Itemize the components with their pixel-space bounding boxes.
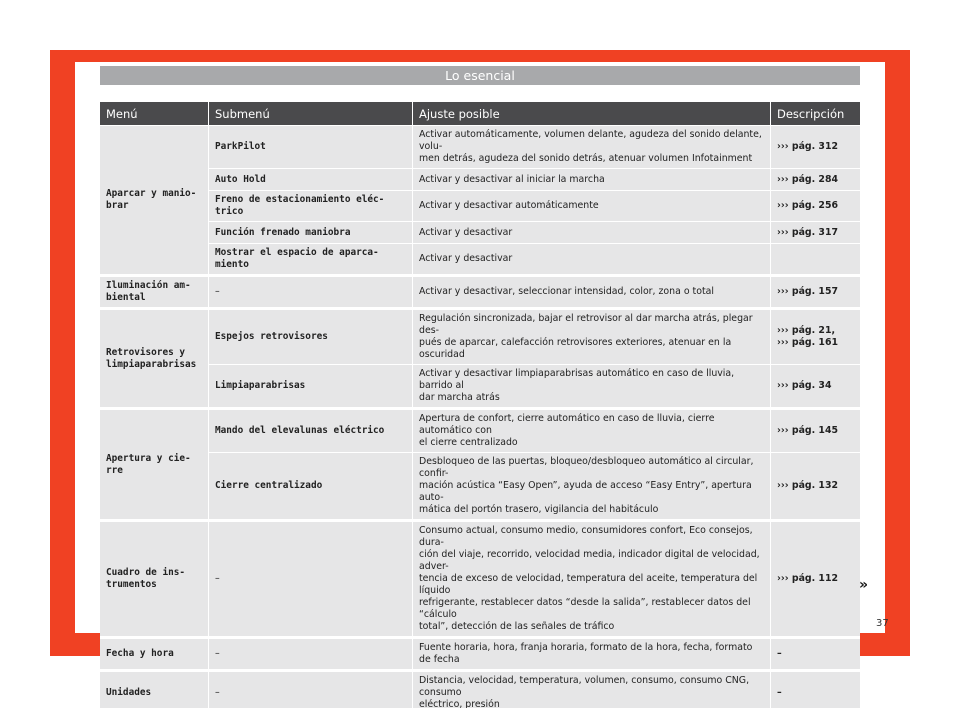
submenu-cell: Limpiaparabrisas xyxy=(209,364,413,407)
ajuste-cell: Regulación sincronizada, bajar el retrovisor al dar marcha atrás, plegar des- pués de aparcar, calefacción retrovisores exteriores, atenuar en la oscuridad xyxy=(413,307,771,364)
table-row xyxy=(100,519,860,636)
table-body xyxy=(100,125,860,708)
page-reference[interactable] xyxy=(771,243,860,274)
submenu-cell: Freno de estacionamiento eléc- trico xyxy=(209,190,413,221)
section-title: Lo esencial xyxy=(100,66,860,85)
table-row xyxy=(100,125,860,168)
submenu-cell: – xyxy=(209,636,413,669)
table-row xyxy=(100,636,860,669)
column-header-menu: Menú xyxy=(100,102,209,125)
ajuste-cell: Consumo actual, consumo medio, consumidores confort, Eco consejos, dura- ción del viaje, recorrido, velocidad media, indicador digital de velocidad, adver- tencia de exceso de velocidad, temperatura del aceite, temperatura del líquido refrigerante, restablecer datos “desde la salida”, restablecer datos del “cálculo total”, detección de las señales de tráfico xyxy=(413,519,771,636)
table-header-row xyxy=(100,102,860,125)
table-row xyxy=(100,274,860,307)
menu-cell: Apertura y cie- rre xyxy=(100,407,209,519)
submenu-cell: ParkPilot xyxy=(209,125,413,168)
menu-cell: Fecha y hora xyxy=(100,636,209,669)
page-reference[interactable]: ››› pág. 145 xyxy=(771,407,860,452)
submenu-cell: Mostrar el espacio de aparca- miento xyxy=(209,243,413,274)
submenu-cell: – xyxy=(209,519,413,636)
menu-cell: Aparcar y manio- brar xyxy=(100,125,209,274)
page-reference[interactable]: ››› pág. 34 xyxy=(771,364,860,407)
table-row xyxy=(100,243,860,274)
ajuste-cell: Fuente horaria, hora, franja horaria, formato de la hora, fecha, formato de fecha xyxy=(413,636,771,669)
menu-table xyxy=(100,102,860,708)
column-header-descripcion: Descripción xyxy=(771,102,860,125)
page-reference[interactable]: – xyxy=(771,669,860,708)
table-row xyxy=(100,669,860,708)
ajuste-cell: Activar y desactivar xyxy=(413,221,771,243)
menu-cell: Retrovisores y limpiaparabrisas xyxy=(100,307,209,407)
menu-cell: Cuadro de ins- trumentos xyxy=(100,519,209,636)
page-reference[interactable]: – xyxy=(771,636,860,669)
ajuste-cell: Distancia, velocidad, temperatura, volumen, consumo, consumo CNG, consumo eléctrico, presión xyxy=(413,669,771,708)
page-reference[interactable]: ››› pág. 132 xyxy=(771,452,860,519)
table-row xyxy=(100,307,860,364)
table-row xyxy=(100,452,860,519)
ajuste-cell: Activar y desactivar, seleccionar intensidad, color, zona o total xyxy=(413,274,771,307)
ajuste-cell: Activar y desactivar automáticamente xyxy=(413,190,771,221)
submenu-cell: Función frenado maniobra xyxy=(209,221,413,243)
menu-cell: Iluminación am- biental xyxy=(100,274,209,307)
page-reference[interactable]: ››› pág. 256 xyxy=(771,190,860,221)
column-header-ajuste: Ajuste posible xyxy=(413,102,771,125)
ajuste-cell: Activar y desactivar limpiaparabrisas automático en caso de lluvia, barrido al dar marcha atrás xyxy=(413,364,771,407)
ajuste-cell: Desbloqueo de las puertas, bloqueo/desbloqueo automático al circular, confir- mación acústica “Easy Open”, ayuda de acceso “Easy Entry”, apertura auto- mática del portón trasero, vigilancia del habitáculo xyxy=(413,452,771,519)
ajuste-cell: Activar y desactivar xyxy=(413,243,771,274)
submenu-cell: Auto Hold xyxy=(209,168,413,190)
submenu-cell: – xyxy=(209,669,413,708)
continue-mark: » xyxy=(859,577,869,593)
submenu-cell: Mando del elevalunas eléctrico xyxy=(209,407,413,452)
submenu-cell: – xyxy=(209,274,413,307)
page-number: 37 xyxy=(876,618,889,629)
table-row xyxy=(100,407,860,452)
table-row xyxy=(100,364,860,407)
ajuste-cell: Activar automáticamente, volumen delante, agudeza del sonido delante, volu- men detrás, agudeza del sonido detrás, atenuar volumen Infotainment xyxy=(413,125,771,168)
menu-cell: Unidades xyxy=(100,669,209,708)
page-reference[interactable]: ››› pág. 312 xyxy=(771,125,860,168)
submenu-cell: Espejos retrovisores xyxy=(209,307,413,364)
ajuste-cell: Activar y desactivar al iniciar la marcha xyxy=(413,168,771,190)
table-row xyxy=(100,168,860,190)
submenu-cell: Cierre centralizado xyxy=(209,452,413,519)
table-row xyxy=(100,190,860,221)
page-reference[interactable]: ››› pág. 284 xyxy=(771,168,860,190)
page-reference[interactable]: ››› pág. 157 xyxy=(771,274,860,307)
ajuste-cell: Apertura de confort, cierre automático en caso de lluvia, cierre automático con el cierre centralizado xyxy=(413,407,771,452)
page-reference[interactable]: ››› pág. 317 xyxy=(771,221,860,243)
page-reference[interactable]: ››› pág. 21, ››› pág. 161 xyxy=(771,307,860,364)
column-header-submenu: Submenú xyxy=(209,102,413,125)
page-reference[interactable]: ››› pág. 112 xyxy=(771,519,860,636)
table-row xyxy=(100,221,860,243)
